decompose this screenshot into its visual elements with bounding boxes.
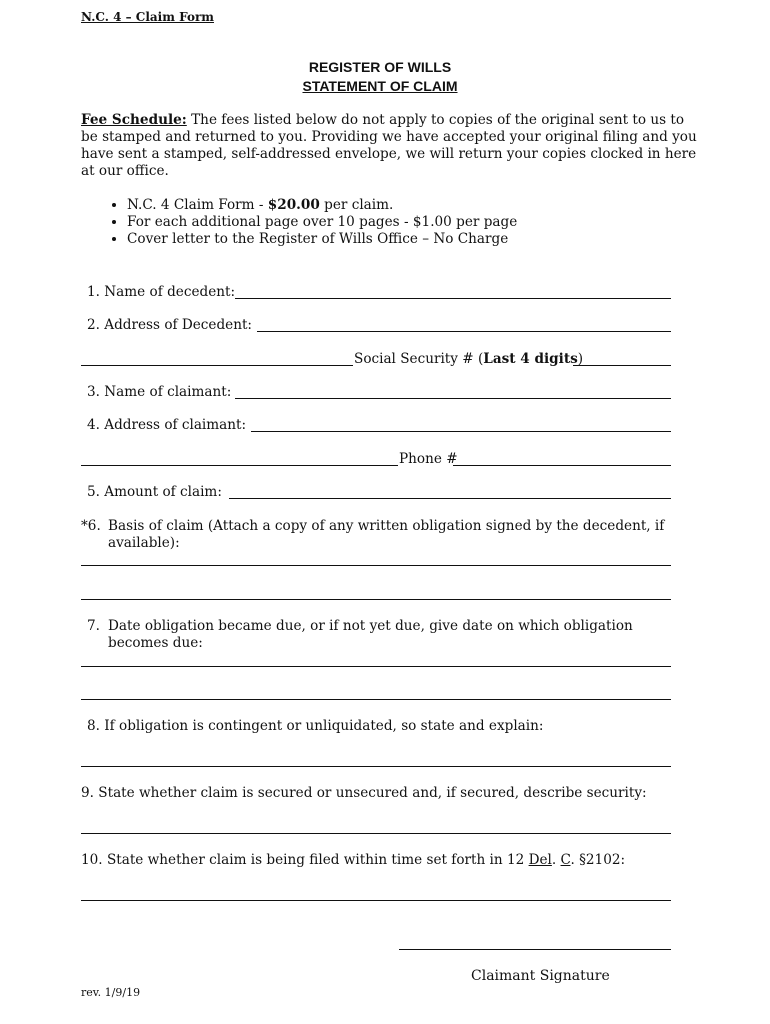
phone-label: Phone # [399,451,458,467]
basis-field-line2[interactable] [81,599,671,600]
due-date-field-line1[interactable] [81,666,671,667]
ssn-field[interactable] [573,365,671,366]
security-field[interactable] [81,833,671,834]
ssn-label: Social Security # (Last 4 digits) [354,351,584,367]
fee-schedule [81,112,701,180]
basis-number: *6. [81,518,101,534]
timeliness-label: 10. State whether claim is being filed within time set forth in 12 Del. C. §2102: [81,852,626,868]
fee-item: • N.C. 4 Claim Form - $20.00 per claim. [127,197,517,214]
decedent-name-label: 1. Name of decedent: [87,284,236,300]
claimant-name-field[interactable] [235,398,671,399]
decedent-address-label: 2. Address of Decedent: [87,317,253,333]
decedent-address-field[interactable] [257,331,671,332]
basis-field-line1[interactable] [81,565,671,566]
claimant-address-field[interactable] [251,431,671,432]
fee-list [85,197,517,248]
claimant-address-line2-field[interactable] [81,465,398,466]
phone-field[interactable] [453,465,671,466]
form-subtitle: STATEMENT OF CLAIM [302,78,458,94]
timeliness-field[interactable] [81,900,671,901]
claimant-signature-field[interactable] [399,949,671,950]
fee-item: • For each additional page over 10 pages - $1.00 per page [127,214,517,231]
security-label: 9. State whether claim is secured or unsecured and, if secured, describe security: [81,785,647,801]
claimant-signature-label: Claimant Signature [471,968,610,984]
due-date-field-line2[interactable] [81,699,671,700]
fee-schedule-label: Fee Schedule: [81,112,187,128]
due-date-label: Date obligation became due, or if not yet due, give date on which obligation becomes due: [108,618,633,651]
fee-item: • Cover letter to the Register of Wills Office – No Charge [127,231,517,248]
form-id: N.C. 4 – Claim Form [81,10,214,24]
revision-date: rev. 1/9/19 [81,986,141,999]
contingent-field[interactable] [81,766,671,767]
contingent-label: 8. If obligation is contingent or unliquidated, so state and explain: [87,718,544,734]
basis-label: Basis of claim (Attach a copy of any written obligation signed by the decedent, if available): [108,518,665,551]
claimant-name-label: 3. Name of claimant: [87,384,232,400]
fee-schedule-text: The fees listed below do not apply to copies of the original sent to us to be stamped and returned to you. Providing we have accepted your original filing and you have sent a stamped, self-addressed envelope, we will return your copies clocked in here at our office. [81,112,697,179]
form-title: REGISTER OF WILLS [308,59,452,75]
decedent-address-line2-field[interactable] [81,365,353,366]
claim-amount-label: 5. Amount of claim: [87,484,222,500]
decedent-name-field[interactable] [235,298,671,299]
due-date-number: 7. [87,618,100,634]
claimant-address-label: 4. Address of claimant: [87,417,247,433]
claim-amount-field[interactable] [229,498,671,499]
